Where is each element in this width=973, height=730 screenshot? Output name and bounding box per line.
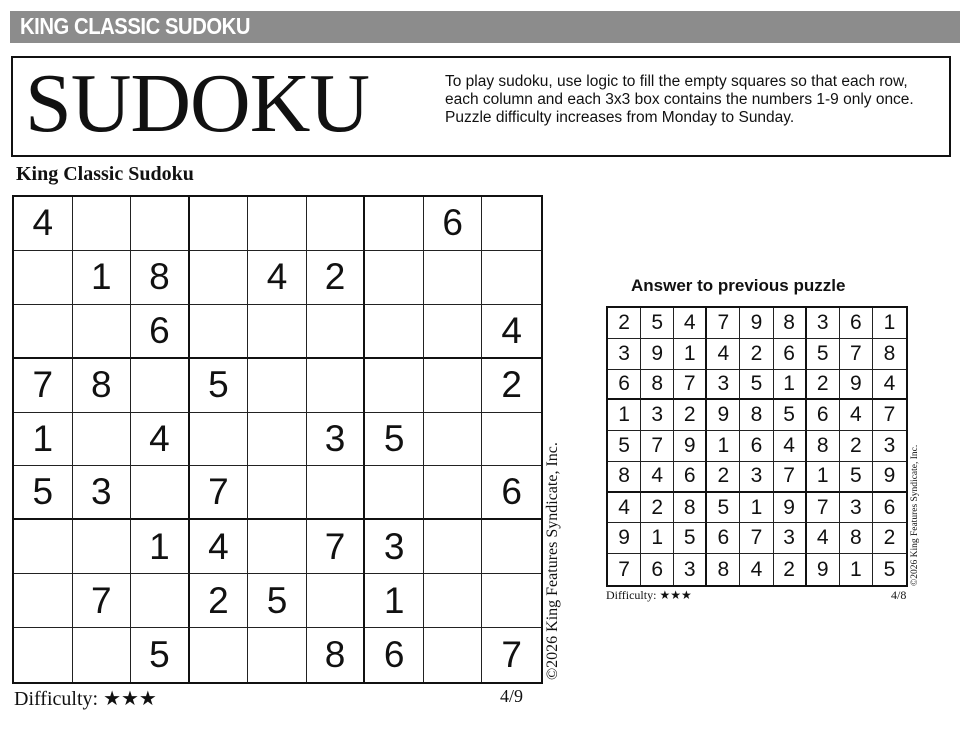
sudoku-cell-r1c4[interactable] bbox=[190, 197, 249, 251]
sudoku-cell-r8c6[interactable] bbox=[307, 574, 366, 628]
answer-cell-r1c5: 9 bbox=[740, 308, 773, 339]
answer-cell-r2c1: 3 bbox=[608, 339, 641, 370]
answer-cell-r1c7: 3 bbox=[807, 308, 840, 339]
answer-cell-r4c1: 1 bbox=[608, 400, 641, 431]
answer-cell-r9c1: 7 bbox=[608, 554, 641, 585]
sudoku-cell-r9c2[interactable] bbox=[73, 628, 132, 682]
sudoku-cell-r2c7[interactable] bbox=[365, 251, 424, 305]
sudoku-cell-r2c5[interactable]: 4 bbox=[248, 251, 307, 305]
answer-cell-r8c4: 6 bbox=[707, 523, 740, 554]
sudoku-cell-r6c4[interactable]: 7 bbox=[190, 466, 249, 520]
sudoku-cell-r6c6[interactable] bbox=[307, 466, 366, 520]
answer-cell-r4c3: 2 bbox=[674, 400, 707, 431]
puzzle-difficulty: Difficulty: ★★★ bbox=[14, 688, 157, 710]
answer-cell-r2c7: 5 bbox=[807, 339, 840, 370]
sudoku-cell-r2c1[interactable] bbox=[14, 251, 73, 305]
answer-cell-r9c8: 1 bbox=[840, 554, 873, 585]
answer-cell-r2c3: 1 bbox=[674, 339, 707, 370]
answer-cell-r2c9: 8 bbox=[873, 339, 906, 370]
sudoku-cell-r6c1[interactable]: 5 bbox=[14, 466, 73, 520]
answer-cell-r9c2: 6 bbox=[641, 554, 674, 585]
answer-difficulty: Difficulty: ★★★ bbox=[606, 588, 692, 602]
answer-cell-r2c2: 9 bbox=[641, 339, 674, 370]
sudoku-cell-r2c3[interactable]: 8 bbox=[131, 251, 190, 305]
sudoku-cell-r8c1[interactable] bbox=[14, 574, 73, 628]
answer-cell-r8c9: 2 bbox=[873, 523, 906, 554]
answer-cell-r7c9: 6 bbox=[873, 493, 906, 524]
sudoku-cell-r8c8[interactable] bbox=[424, 574, 483, 628]
answer-cell-r6c6: 7 bbox=[774, 462, 807, 493]
answer-cell-r8c7: 4 bbox=[807, 523, 840, 554]
sudoku-cell-r7c5[interactable] bbox=[248, 520, 307, 574]
sudoku-cell-r4c6[interactable] bbox=[307, 359, 366, 413]
sudoku-cell-r6c2[interactable]: 3 bbox=[73, 466, 132, 520]
sudoku-cell-r3c1[interactable] bbox=[14, 305, 73, 359]
answer-cell-r9c6: 2 bbox=[774, 554, 807, 585]
answer-cell-r3c1: 6 bbox=[608, 370, 641, 401]
answer-cell-r2c5: 2 bbox=[740, 339, 773, 370]
sudoku-cell-r9c7[interactable]: 6 bbox=[365, 628, 424, 682]
sudoku-grid bbox=[12, 195, 543, 684]
sudoku-cell-r5c9[interactable] bbox=[482, 413, 541, 467]
sudoku-cell-r3c2[interactable] bbox=[73, 305, 132, 359]
sudoku-cell-r5c4[interactable] bbox=[190, 413, 249, 467]
sudoku-cell-r5c1[interactable]: 1 bbox=[14, 413, 73, 467]
sudoku-cell-r9c6[interactable]: 8 bbox=[307, 628, 366, 682]
sudoku-cell-r8c3[interactable] bbox=[131, 574, 190, 628]
answer-cell-r2c4: 4 bbox=[707, 339, 740, 370]
answer-cell-r3c3: 7 bbox=[674, 370, 707, 401]
answer-cell-r6c9: 9 bbox=[873, 462, 906, 493]
answer-cell-r2c8: 7 bbox=[840, 339, 873, 370]
sudoku-cell-r7c1[interactable] bbox=[14, 520, 73, 574]
sudoku-cell-r7c4[interactable]: 4 bbox=[190, 520, 249, 574]
answer-cell-r4c2: 3 bbox=[641, 400, 674, 431]
answer-cell-r4c4: 9 bbox=[707, 400, 740, 431]
sudoku-cell-r9c9[interactable]: 7 bbox=[501, 634, 522, 676]
answer-cell-r1c4: 7 bbox=[707, 308, 740, 339]
answer-cell-r3c5: 5 bbox=[740, 370, 773, 401]
sudoku-cell-r4c4[interactable]: 5 bbox=[190, 359, 249, 413]
sudoku-cell-r7c3[interactable]: 1 bbox=[131, 520, 190, 574]
answer-title: Answer to previous puzzle bbox=[631, 276, 846, 295]
answer-cell-r9c7: 9 bbox=[807, 554, 840, 585]
sudoku-cell-r9c5[interactable] bbox=[248, 628, 307, 682]
banner-title: KING CLASSIC SUDOKU bbox=[20, 13, 251, 39]
sudoku-cell-r2c2[interactable]: 1 bbox=[73, 251, 132, 305]
answer-cell-r5c2: 7 bbox=[641, 431, 674, 462]
sudoku-cell-r9c1[interactable] bbox=[14, 628, 73, 682]
sudoku-cell-r2c6[interactable]: 2 bbox=[307, 251, 366, 305]
sudoku-cell-r4c3[interactable] bbox=[131, 359, 190, 413]
answer-cell-r6c8: 5 bbox=[840, 462, 873, 493]
sudoku-cell-r6c3[interactable] bbox=[131, 466, 190, 520]
answer-cell-r6c5: 3 bbox=[740, 462, 773, 493]
sudoku-cell-r3c5[interactable] bbox=[248, 305, 307, 359]
answer-cell-r8c6: 3 bbox=[774, 523, 807, 554]
answer-cell-r4c5: 8 bbox=[740, 400, 773, 431]
answer-cell-r1c3: 4 bbox=[674, 308, 707, 339]
instructions-text: To play sudoku, use logic to fill the empty squares so that each row, each column and each 3x3 box contains the numbers 1-9 only once. Puzzle difficulty increases from Monday to Sunday. bbox=[445, 73, 914, 126]
answer-cell-r5c8: 2 bbox=[840, 431, 873, 462]
answer-cell-r1c1: 2 bbox=[608, 308, 641, 339]
answer-cell-r5c6: 4 bbox=[774, 431, 807, 462]
sudoku-cell-r1c3[interactable] bbox=[131, 197, 190, 251]
answer-cell-r7c2: 2 bbox=[641, 493, 674, 524]
sudoku-cell-r9c4[interactable] bbox=[190, 628, 249, 682]
sudoku-cell-r7c9[interactable] bbox=[482, 520, 541, 574]
sudoku-cell-r7c6[interactable]: 7 bbox=[307, 520, 366, 574]
sudoku-cell-r6c8[interactable] bbox=[424, 466, 483, 520]
answer-cell-r6c3: 6 bbox=[674, 462, 707, 493]
sudoku-cell-r7c8[interactable] bbox=[424, 520, 483, 574]
sudoku-cell-r3c7[interactable] bbox=[365, 305, 424, 359]
sudoku-cell-r1c7[interactable] bbox=[365, 197, 424, 251]
answer-cell-r1c9: 1 bbox=[873, 308, 906, 339]
answer-cell-r2c6: 6 bbox=[774, 339, 807, 370]
sudoku-cell-r5c8[interactable] bbox=[424, 413, 483, 467]
answer-cell-r7c1: 4 bbox=[608, 493, 641, 524]
answer-cell-r8c2: 1 bbox=[641, 523, 674, 554]
sudoku-cell-r4c9[interactable]: 2 bbox=[482, 359, 541, 413]
sudoku-cell-r8c9[interactable] bbox=[482, 574, 541, 628]
answer-copyright: ©2026 King Features Syndicate, Inc. bbox=[910, 444, 920, 586]
sudoku-cell-r7c2[interactable] bbox=[73, 520, 132, 574]
answer-cell-r3c4: 3 bbox=[707, 370, 740, 401]
page-title: SUDOKU bbox=[25, 57, 370, 150]
answer-cell-r7c6: 9 bbox=[774, 493, 807, 524]
sudoku-cell-r6c5[interactable] bbox=[248, 466, 307, 520]
answer-cell-r1c6: 8 bbox=[774, 308, 807, 339]
sudoku-cell-r8c5[interactable]: 5 bbox=[248, 574, 307, 628]
sudoku-cell-r3c6[interactable] bbox=[307, 305, 366, 359]
sudoku-cell-r1c1[interactable]: 4 bbox=[14, 197, 73, 251]
puzzle-copyright: ©2026 King Features Syndicate, Inc. bbox=[544, 442, 561, 680]
answer-cell-r5c5: 6 bbox=[740, 431, 773, 462]
sudoku-cell-r1c2[interactable] bbox=[73, 197, 132, 251]
answer-cell-r5c1: 5 bbox=[608, 431, 641, 462]
answer-cell-r3c9: 4 bbox=[873, 370, 906, 401]
answer-cell-r1c2: 5 bbox=[641, 308, 674, 339]
answer-cell-r1c8: 6 bbox=[840, 308, 873, 339]
sudoku-cell-r1c8[interactable]: 6 bbox=[424, 197, 483, 251]
sudoku-cell-r4c7[interactable] bbox=[365, 359, 424, 413]
answer-cell-r5c7: 8 bbox=[807, 431, 840, 462]
sudoku-cell-r2c8[interactable] bbox=[424, 251, 483, 305]
answer-cell-r8c8: 8 bbox=[840, 523, 873, 554]
sudoku-cell-r3c8[interactable] bbox=[424, 305, 483, 359]
answer-cell-r5c3: 9 bbox=[674, 431, 707, 462]
answer-cell-r8c3: 5 bbox=[674, 523, 707, 554]
answer-cell-r7c5: 1 bbox=[740, 493, 773, 524]
sudoku-cell-r4c2[interactable]: 8 bbox=[73, 359, 132, 413]
sudoku-cell-r2c4[interactable] bbox=[190, 251, 249, 305]
answer-cell-r5c4: 1 bbox=[707, 431, 740, 462]
sudoku-cell-r9c8[interactable] bbox=[424, 628, 483, 682]
answer-cell-r7c8: 3 bbox=[840, 493, 873, 524]
sudoku-cell-r3c9[interactable]: 4 bbox=[482, 305, 541, 359]
sudoku-cell-r6c7[interactable] bbox=[365, 466, 424, 520]
answer-date: 4/8 bbox=[891, 588, 907, 602]
sudoku-cell-r4c5[interactable] bbox=[248, 359, 307, 413]
answer-cell-r5c9: 3 bbox=[873, 431, 906, 462]
answer-cell-r4c6: 5 bbox=[774, 400, 807, 431]
answer-cell-r9c5: 4 bbox=[740, 554, 773, 585]
sudoku-cell-r9c3[interactable]: 5 bbox=[131, 628, 190, 682]
answer-cell-r6c4: 2 bbox=[707, 462, 740, 493]
answer-cell-r3c6: 1 bbox=[774, 370, 807, 401]
answer-cell-r6c1: 8 bbox=[608, 462, 641, 493]
sudoku-cell-r4c1[interactable]: 7 bbox=[14, 359, 73, 413]
answer-cell-r3c7: 2 bbox=[807, 370, 840, 401]
answer-cell-r3c8: 9 bbox=[840, 370, 873, 401]
sudoku-cell-r1c6[interactable] bbox=[307, 197, 366, 251]
puzzle-title: King Classic Sudoku bbox=[16, 163, 194, 185]
answer-cell-r7c7: 7 bbox=[807, 493, 840, 524]
sudoku-cell-r5c2[interactable] bbox=[73, 413, 132, 467]
sudoku-cell-r7c7[interactable]: 3 bbox=[365, 520, 424, 574]
answer-cell-r8c5: 7 bbox=[740, 523, 773, 554]
sudoku-cell-r5c6[interactable]: 3 bbox=[307, 413, 366, 467]
sudoku-cell-r6c9[interactable]: 6 bbox=[482, 466, 541, 520]
answer-cell-r4c9: 7 bbox=[873, 400, 906, 431]
answer-cell-r4c7: 6 bbox=[807, 400, 840, 431]
sudoku-cell-r8c4[interactable]: 2 bbox=[190, 574, 249, 628]
sudoku-cell-r1c9[interactable] bbox=[482, 197, 541, 251]
answer-cell-r9c3: 3 bbox=[674, 554, 707, 585]
sudoku-cell-r8c7[interactable]: 1 bbox=[365, 574, 424, 628]
header-box bbox=[11, 56, 951, 157]
puzzle-date: 4/9 bbox=[500, 686, 524, 706]
answer-cell-r6c2: 4 bbox=[641, 462, 674, 493]
sudoku-cell-r5c7[interactable]: 5 bbox=[365, 413, 424, 467]
answer-cell-r7c3: 8 bbox=[674, 493, 707, 524]
answer-grid bbox=[606, 306, 908, 587]
answer-cell-r6c7: 1 bbox=[807, 462, 840, 493]
sudoku-cell-r1c5[interactable] bbox=[248, 197, 307, 251]
section-banner bbox=[10, 11, 960, 43]
answer-cell-r3c2: 8 bbox=[641, 370, 674, 401]
sudoku-cell-r2c9[interactable] bbox=[482, 251, 541, 305]
answer-cell-r7c4: 5 bbox=[707, 493, 740, 524]
answer-cell-r9c9: 5 bbox=[883, 557, 896, 581]
sudoku-cell-r5c3[interactable]: 4 bbox=[131, 413, 190, 467]
sudoku-cell-r5c5[interactable] bbox=[248, 413, 307, 467]
sudoku-cell-r8c2[interactable]: 7 bbox=[73, 574, 132, 628]
answer-cell-r8c1: 9 bbox=[608, 523, 641, 554]
sudoku-cell-r3c3[interactable]: 6 bbox=[131, 305, 190, 359]
answer-cell-r4c8: 4 bbox=[840, 400, 873, 431]
sudoku-cell-r3c4[interactable] bbox=[190, 305, 249, 359]
sudoku-cell-r4c8[interactable] bbox=[424, 359, 483, 413]
answer-cell-r9c4: 8 bbox=[707, 554, 740, 585]
